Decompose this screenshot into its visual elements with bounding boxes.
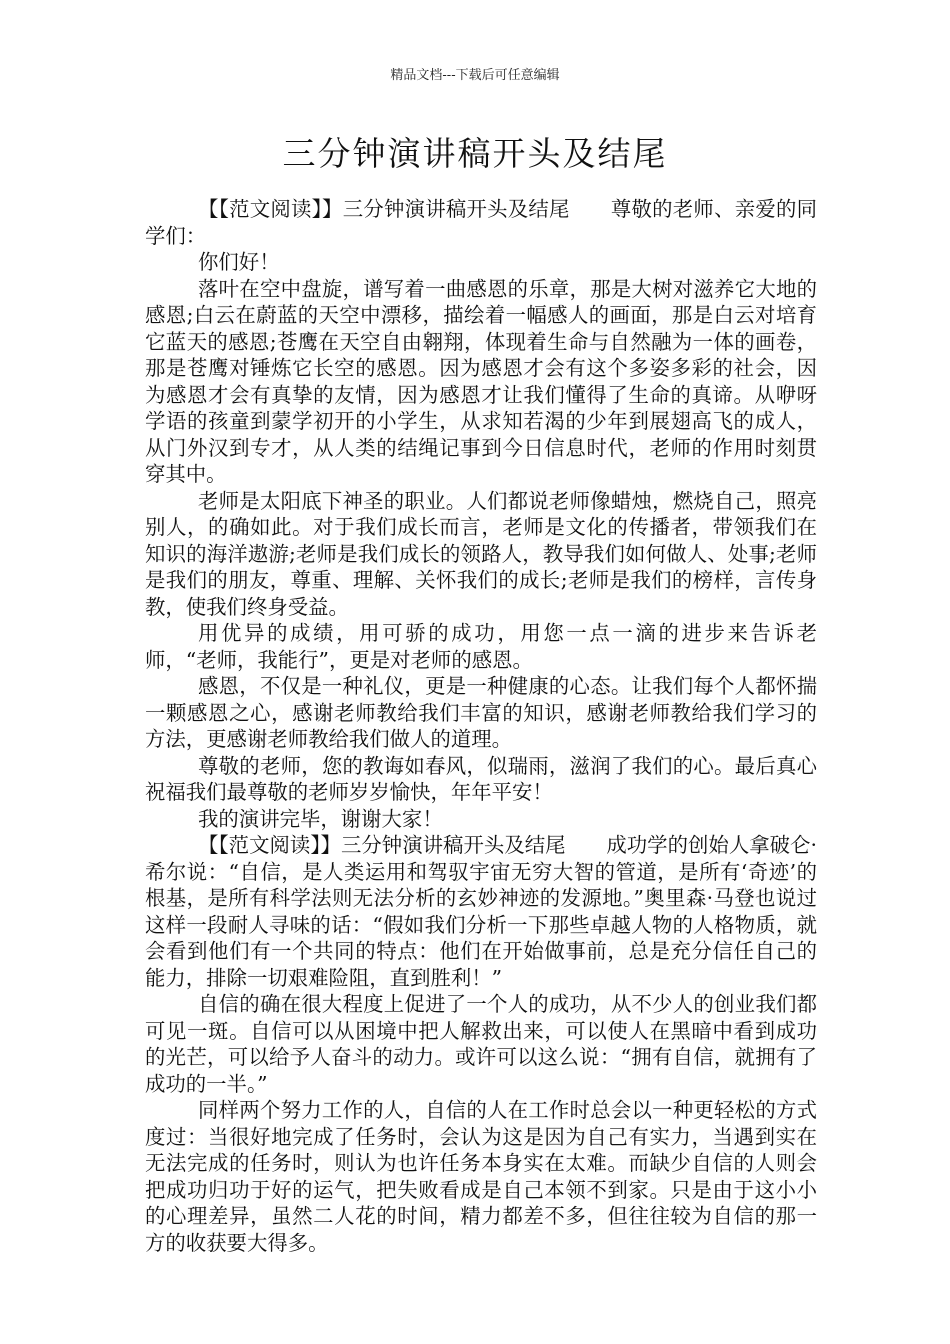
paragraph: 【【范文阅读】】三分钟演讲稿开头及结尾 尊敬的老师、亲爱的同学们： bbox=[145, 197, 817, 248]
document-body bbox=[145, 196, 817, 1256]
paragraph: 感恩，不仅是一种礼仪，更是一种健康的心态。让我们每个人都怀揣一颗感恩之心，感谢老师教给我们丰富的知识，感谢老师教给我们学习的方法，更感谢老师教给我们做人的道理。 bbox=[145, 674, 817, 751]
paragraph: 我的演讲完毕，谢谢大家！ bbox=[198, 806, 443, 831]
page-title: 三分钟演讲稿开头及结尾 bbox=[282, 134, 668, 173]
page-header: 精品文档---下载后可任意编辑 bbox=[390, 68, 560, 83]
paragraph: 同样两个努力工作的人，自信的人在工作时总会以一种更轻松的方式度过：当很好地完成了任务时，会认为这是因为自己有实力，当遇到实在无法完成的任务时，则认为也许任务本身实在太难。而缺少自信的人则会把成功归功于好的运气，把失败看成是自己本领不到家。只是由于这小小的心理差异，虽然二人花的时间，精力都差不多，但往往较为自信的那一方的收获要大得多。 bbox=[145, 1098, 817, 1255]
paragraph: 落叶在空中盘旋，谱写着一曲感恩的乐章，那是大树对滋养它大地的感恩;白云在蔚蓝的天空中漂移，描绘着一幅感人的画面，那是白云对培育它蓝天的感恩;苍鹰在天空自由翱翔，体现着生命与自然融为一体的画卷，那是苍鹰对锤炼它长空的感恩。因为感恩才会有这个多姿多彩的社会，因为感恩才会有真挚的友情，因为感恩才让我们懂得了生命的真谛。从咿呀学语的孩童到蒙学初开的小学生，从求知若渴的少年到展翅高飞的成人，从门外汉到专才，从人类的结绳记事到今日信息时代，老师的作用时刻贯穿其中。 bbox=[145, 276, 817, 486]
paragraph: 老师是太阳底下神圣的职业。人们都说老师像蜡烛，燃烧自己，照亮别人，的确如此。对于我们成长而言，老师是文化的传播者，带领我们在知识的海洋遨游;老师是我们成长的领路人，教导我们如何做人、处事;老师是我们的朋友，尊重、理解、关怀我们的成长;老师是我们的榜样，言传身教，使我们终身受益。 bbox=[145, 488, 817, 619]
paragraph: 你们好！ bbox=[198, 250, 280, 274]
paragraph: 【【范文阅读】】三分钟演讲稿开头及结尾 成功学的创始人拿破仑·希尔说：“自信，是人类运用和驾驭宇宙无穷大智的管道，是所有‘奇迹’的根基，是所有科学法则无法分析的玄妙神迹的发源地。”奥里森·马登也说过这样一段耐人寻味的话：“假如我们分析一下那些卓越人物的人格物质，就会看到他们有一个共同的特点：他们在开始做事前，总是充分信任自己的能力，排除一切艰难险阻，直到胜利！” bbox=[145, 833, 817, 990]
paragraph: 自信的确在很大程度上促进了一个人的成功，从不少人的创业我们都可见一斑。自信可以从困境中把人解救出来，可以使人在黑暗中看到成功的光芒，可以给予人奋斗的动力。或许可以这么说：“拥有自信，就拥有了成功的一半。” bbox=[145, 992, 817, 1096]
paragraph: 用优异的成绩，用可骄的成功，用您一点一滴的进步来告诉老师，“老师，我能行”，更是对老师的感恩。 bbox=[145, 621, 817, 672]
paragraph: 尊敬的老师，您的教诲如春风，似瑞雨，滋润了我们的心。最后真心祝福我们最尊敬的老师岁岁愉快，年年平安！ bbox=[145, 753, 817, 804]
